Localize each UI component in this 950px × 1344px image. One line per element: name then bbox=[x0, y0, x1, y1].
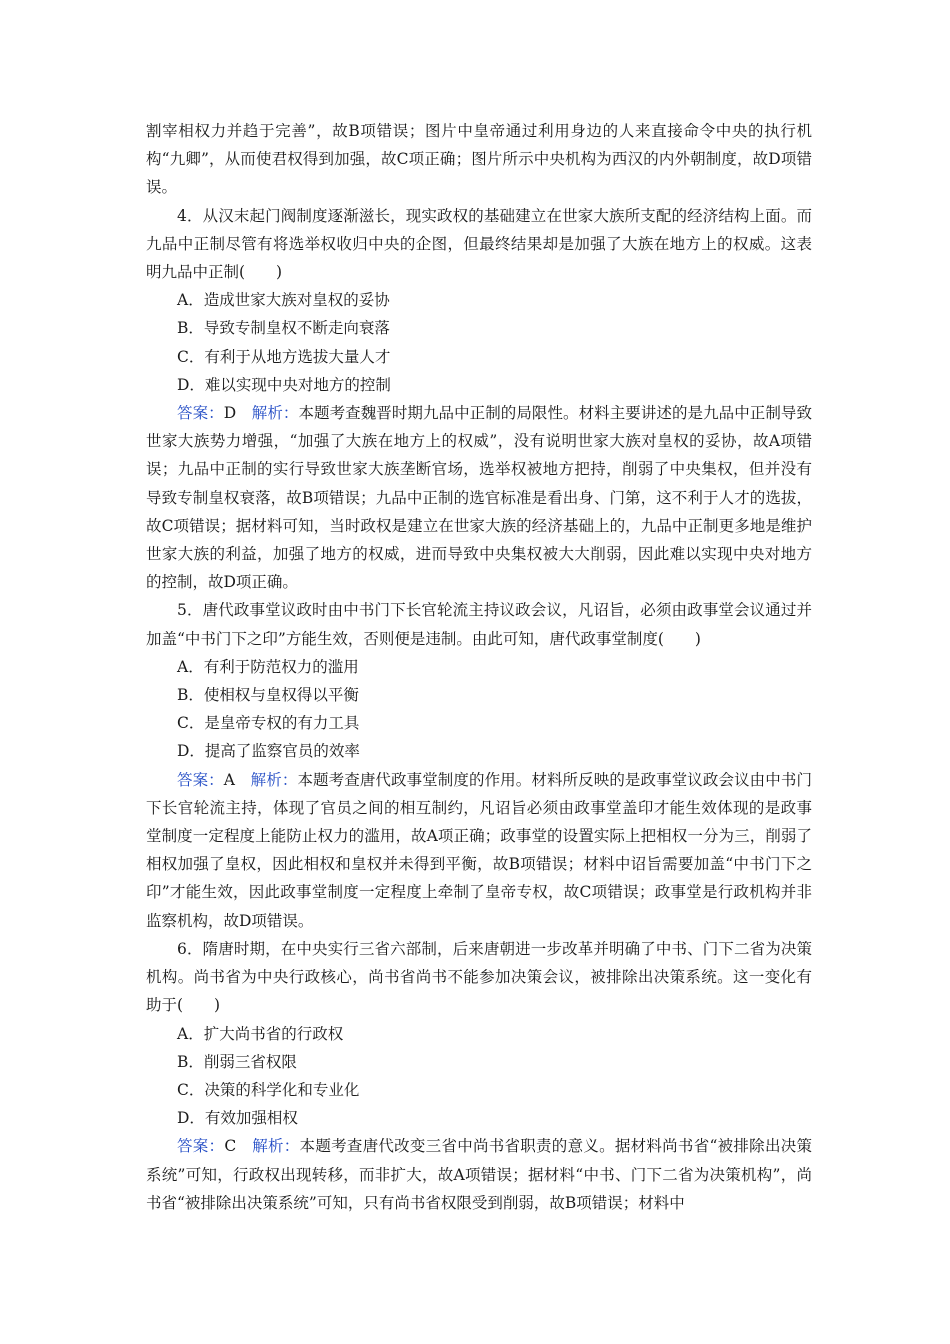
analysis-label: 解析： bbox=[251, 404, 299, 423]
analysis-text: 本题考查唐代改变三省中尚书省职责的意义。据材料尚书省“被排除出决策系统”可知，行政权出现转移，而非扩大，故A项错误；据材料“中书、门下二省为决策机构”，尚书省“被排除出决策系统”可知，只有尚书省权限受到削弱，故B项错误；材料中 bbox=[146, 1137, 812, 1212]
option-d: D．提高了监察官员的效率 bbox=[177, 742, 360, 761]
document-body bbox=[146, 117, 812, 1217]
option-a: A．有利于防范权力的滥用 bbox=[177, 657, 359, 676]
option-b: B．导致专制皇权不断走向衰落 bbox=[177, 319, 390, 338]
answer-label: 答案： bbox=[177, 404, 224, 423]
analysis-text: 本题考查唐代政事堂制度的作用。材料所反映的是政事堂议政会议由中书门下长官轮流主持，体现了官员之间的相互制约，凡诏旨必须由政事堂盖印才能生效体现的是政事堂制度一定程度上能防止权力的滥用，故A项正确；政事堂的设置实际上把相权一分为三，削弱了相权加强了皇权，因此相权和皇权并未得到平衡，故B项错误；材料中诏旨需要加盖“中书门下之印”才能生效，因此政事堂制度一定程度上牵制了皇帝专权，故C项错误；政事堂是行政机构并非监察机构，故D项错误。 bbox=[146, 770, 812, 930]
option-c: C．有利于从地方选拔大量人才 bbox=[177, 347, 391, 366]
question-stem: 5．唐代政事堂议政时由中书门下长官轮流主持议政会议，凡诏旨，必须由政事堂会议通过并加盖“中书门下之印”方能生效，否则便是违制。由此可知，唐代政事堂制度( ) bbox=[146, 601, 812, 648]
continued-analysis: 割宰相权力并趋于完善”，故B项错误；图片中皇帝通过利用身边的人来直接命令中央的执行机构“九卿”，从而使君权得到加强，故C项正确；图片所示中央机构为西汉的内外朝制度，故D项错误。 bbox=[146, 122, 812, 197]
option-b: B．削弱三省权限 bbox=[177, 1052, 297, 1071]
option-c: C．决策的科学化和专业化 bbox=[177, 1080, 360, 1099]
answer-label: 答案： bbox=[177, 1137, 225, 1156]
option-a: A．造成世家大族对皇权的妥协 bbox=[177, 291, 390, 310]
option-c: C．是皇帝专权的有力工具 bbox=[177, 714, 360, 733]
analysis-label: 解析： bbox=[252, 1137, 300, 1156]
answer-block bbox=[146, 766, 812, 935]
option-a: A．扩大尚书省的行政权 bbox=[177, 1024, 344, 1043]
answer-value: A bbox=[223, 770, 235, 789]
answer-block bbox=[146, 1132, 812, 1217]
option-b: B．使相权与皇权得以平衡 bbox=[177, 686, 359, 705]
answer-value: D bbox=[223, 404, 237, 423]
answer-label: 答案： bbox=[177, 770, 224, 789]
option-d: D．有效加强相权 bbox=[177, 1109, 298, 1128]
analysis-label: 解析： bbox=[250, 770, 298, 789]
option-d: D．难以实现中央对地方的控制 bbox=[177, 375, 391, 394]
question-stem: 4．从汉末起门阀制度逐渐滋长，现实政权的基础建立在世家大族所支配的经济结构上面。而九品中正制尽管有将选举权收归中央的企图，但最终结果却是加强了大族在地方上的权威。这表明九品中正制( ) bbox=[146, 206, 812, 282]
answer-block bbox=[146, 399, 812, 596]
analysis-text: 本题考查魏晋时期九品中正制的局限性。材料主要讲述的是九品中正制导致世家大族势力增强，“加强了大族在地方上的权威”，没有说明世家大族对皇权的妥协，故A项错误；九品中正制的实行导致世家大族垄断官场，选举权被地方把持，削弱了中央集权，但并没有导致专制皇权衰落，故B项错误；九品中正制的选官标准是看出身、门第，这不利于人才的选拔，故C项错误；据材料可知，当时政权是建立在世家大族的经济基础上的，九品中正制更多地是维护世家大族的利益，加强了地方的权威，进而导致中央集权被大大削弱，因此难以实现中央对地方的控制，故D项正确。 bbox=[146, 404, 812, 592]
answer-value: C bbox=[224, 1137, 237, 1156]
question-stem: 6．隋唐时期，在中央实行三省六部制，后来唐朝进一步改革并明确了中书、门下二省为决策机构。尚书省为中央行政核心，尚书省尚书不能参加决策会议，被排除出决策系统。这一变化有助于( ) bbox=[146, 939, 812, 1015]
